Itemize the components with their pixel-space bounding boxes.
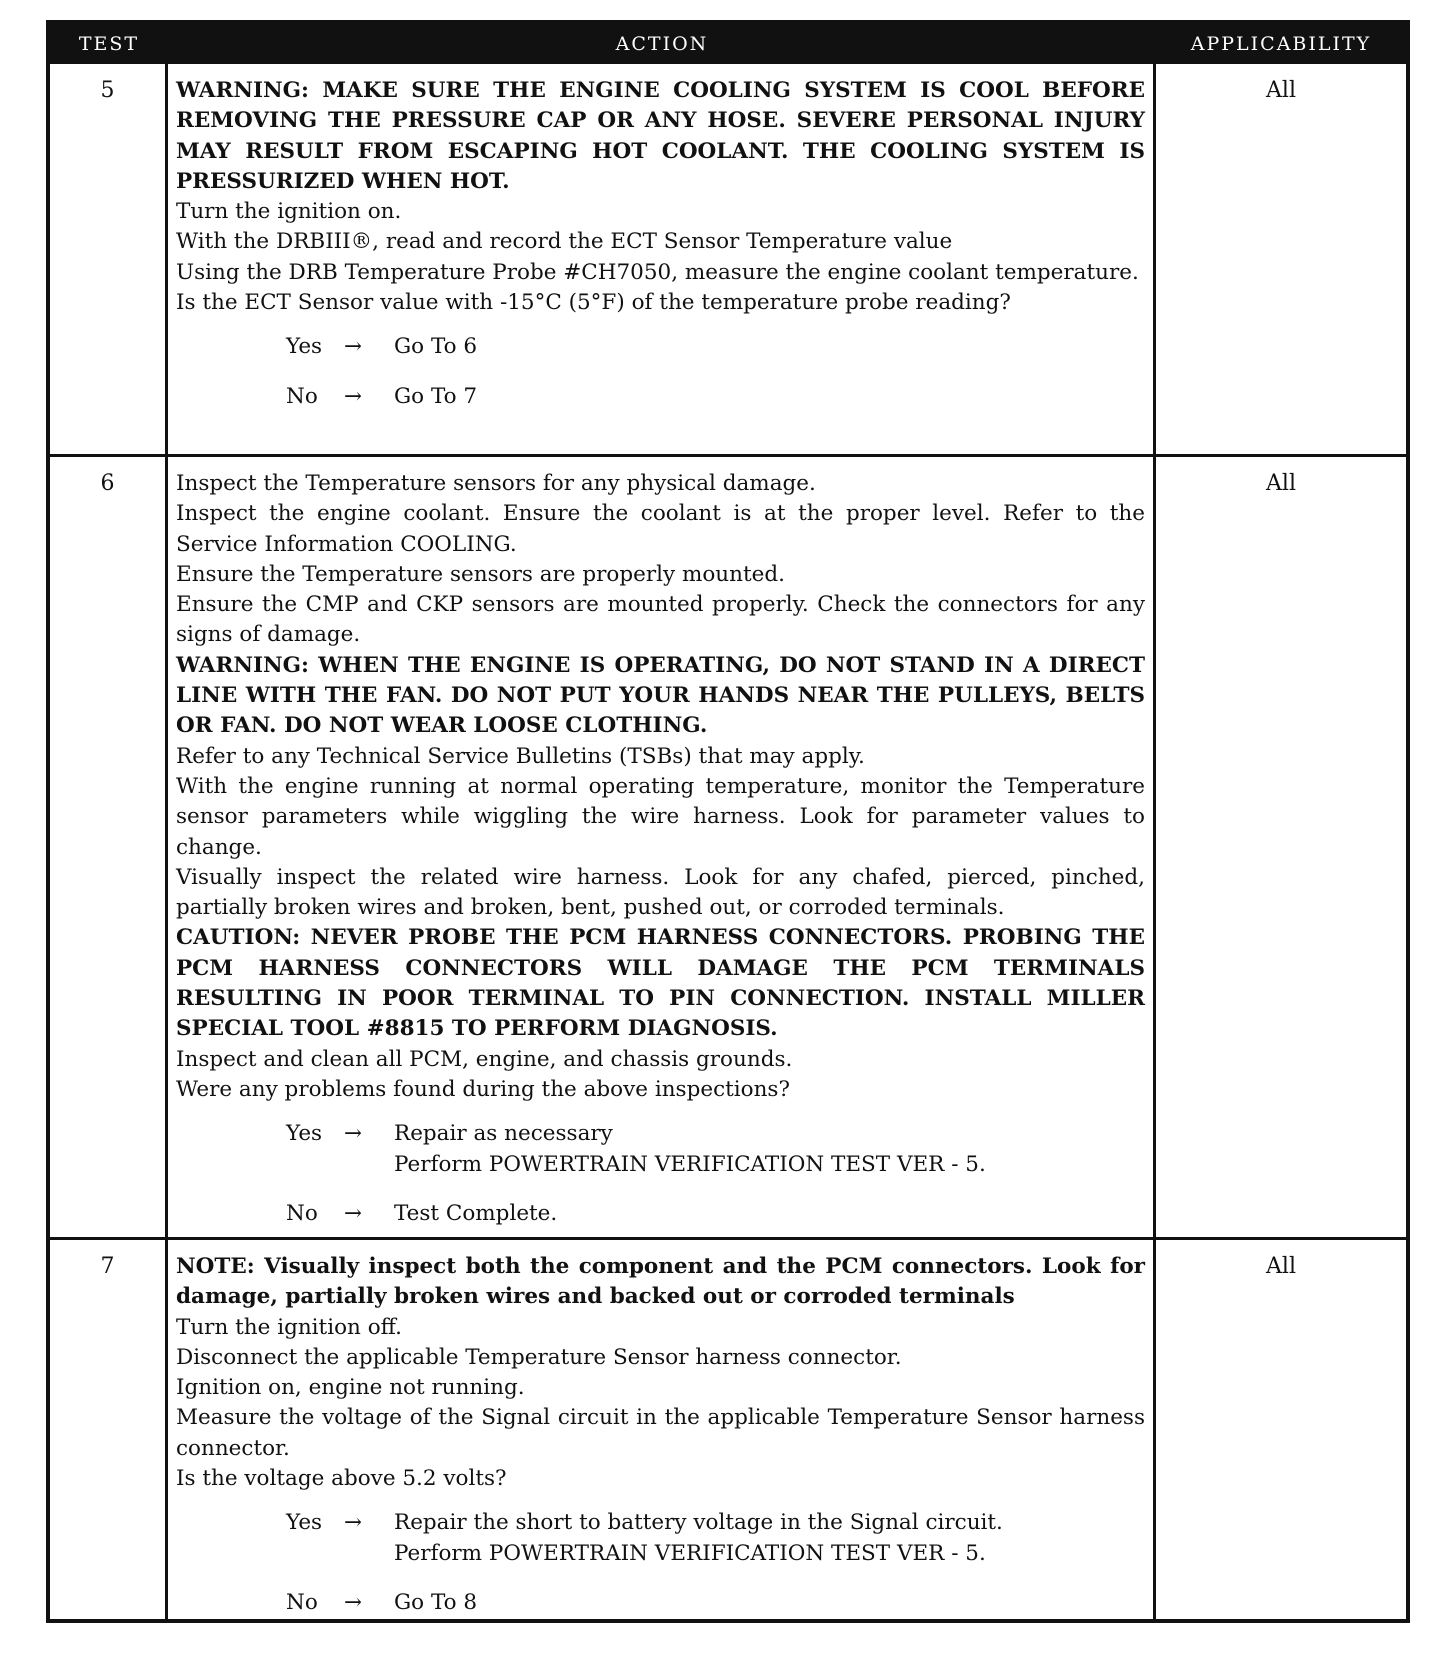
arrow-icon: →	[344, 334, 363, 360]
answer-no	[286, 1199, 1145, 1229]
answer-text: Go To 8	[394, 1589, 478, 1615]
answer-yes	[286, 1508, 1145, 1569]
answer-no	[286, 1588, 1145, 1618]
action-cell	[168, 1240, 1156, 1619]
answer-label: No	[286, 1589, 318, 1615]
step-text: Turn the ignition on.	[176, 199, 402, 225]
question-text: Were any problems found during the above inspections?	[176, 1076, 790, 1102]
arrow-icon: →	[344, 1589, 363, 1615]
applicability-value: All	[1156, 64, 1406, 457]
answer-label: Yes	[286, 1510, 323, 1536]
note-text: NOTE: Visually inspect both the component and the PCM connectors. Look for damage, partially broken wires and backed out or corroded terminals	[176, 1254, 1145, 1310]
warning-text: WARNING: MAKE SURE THE ENGINE COOLING SYSTEM IS COOL BEFORE REMOVING THE PRESSURE CAP OR ANY HOSE. SEVERE PERSONAL INJURY MAY RESULT FROM ESCAPING HOT COOLANT. THE COOLING SYSTEM IS PRESSURIZED WHEN HOT.	[176, 78, 1145, 194]
action-cell	[168, 457, 1156, 1240]
answer-list	[286, 1508, 1145, 1618]
header-action: ACTION	[168, 24, 1156, 64]
step-text: Disconnect the applicable Temperature Sensor harness connector.	[176, 1344, 902, 1370]
answer-text: Go To 6	[394, 334, 478, 360]
arrow-icon: →	[344, 1200, 363, 1226]
test-number: 7	[50, 1240, 168, 1619]
answer-text	[394, 1119, 986, 1180]
arrow-icon: →	[344, 1121, 363, 1147]
action-cell	[168, 64, 1156, 457]
answer-no	[286, 382, 1145, 412]
step-text: Refer to any Technical Service Bulletins (TSBs) that may apply.	[176, 743, 865, 769]
answer-text	[394, 1508, 1003, 1569]
step-text: Inspect and clean all PCM, engine, and chassis grounds.	[176, 1046, 793, 1072]
answer-label: Yes	[286, 1121, 323, 1147]
answer-label: Yes	[286, 334, 323, 360]
answer-line: Perform POWERTRAIN VERIFICATION TEST VER - 5.	[394, 1151, 986, 1177]
answer-list	[286, 1119, 1145, 1229]
answer-line: Repair as necessary	[394, 1121, 613, 1147]
step-text: Inspect the Temperature sensors for any physical damage.	[176, 471, 816, 496]
step-text: With the DRBIII®, read and record the ECT Sensor Temperature value	[176, 229, 953, 255]
step-text: Ensure the Temperature sensors are properly mounted.	[176, 561, 785, 587]
step-text: Using the DRB Temperature Probe #CH7050, measure the engine coolant temperature.	[176, 259, 1139, 285]
answer-list	[286, 332, 1145, 412]
test-number: 6	[50, 457, 168, 1240]
answer-text: Test Complete.	[394, 1200, 558, 1226]
question-text: Is the ECT Sensor value with -15°C (5°F) of the temperature probe reading?	[176, 290, 1011, 316]
warning-text: WARNING: WHEN THE ENGINE IS OPERATING, DO NOT STAND IN A DIRECT LINE WITH THE FAN. DO NOT PUT YOUR HANDS NEAR THE PULLEYS, BELTS OR FAN. DO NOT WEAR LOOSE CLOTHING.	[176, 652, 1145, 739]
step-text: Measure the voltage of the Signal circuit in the applicable Temperature Sensor harness connector.	[176, 1405, 1145, 1461]
answer-line: Perform POWERTRAIN VERIFICATION TEST VER - 5.	[394, 1540, 986, 1566]
step-text: Visually inspect the related wire harness. Look for any chafed, pierced, pinched, partially broken wires and broken, bent, pushed out, or corroded terminals.	[176, 864, 1145, 921]
header-test: TEST	[50, 24, 168, 64]
step-text: Ensure the CMP and CKP sensors are mounted properly. Check the connectors for any signs of damage.	[176, 592, 1145, 648]
applicability-value: All	[1266, 1254, 1296, 1279]
step-text: With the engine running at normal operating temperature, monitor the Temperature sensor parameters while wiggling the wire harness. Look for parameter values to change.	[176, 773, 1145, 860]
question-text: Is the voltage above 5.2 volts?	[176, 1466, 507, 1492]
answer-yes	[286, 332, 1145, 362]
step-text: Turn the ignition off.	[176, 1314, 402, 1340]
diagnostic-test-table	[46, 20, 1410, 1623]
applicability-value: All	[1156, 457, 1406, 1240]
caution-text: CAUTION: NEVER PROBE THE PCM HARNESS CONNECTORS. PROBING THE PCM HARNESS CONNECTORS WILL DAMAGE THE PCM TERMINALS RESULTING IN POOR TERMINAL TO PIN CONNECTION. INSTALL MILLER SPECIAL TOOL #8815 TO PERFORM DIAGNOSIS.	[176, 925, 1145, 1042]
step-text: Ignition on, engine not running.	[176, 1375, 525, 1401]
answer-line: Repair the short to battery voltage in the Signal circuit.	[394, 1510, 1003, 1536]
answer-text: Go To 7	[394, 383, 478, 409]
arrow-icon: →	[344, 1510, 363, 1536]
arrow-icon: →	[344, 383, 363, 409]
header-applicability: APPLICABILITY	[1156, 24, 1406, 64]
answer-label: No	[286, 383, 318, 409]
test-number: 5	[50, 64, 168, 457]
answer-yes	[286, 1119, 1145, 1180]
answer-label: No	[286, 1200, 318, 1226]
step-text: Inspect the engine coolant. Ensure the coolant is at the proper level. Refer to the Service Information COOLING.	[176, 501, 1145, 557]
